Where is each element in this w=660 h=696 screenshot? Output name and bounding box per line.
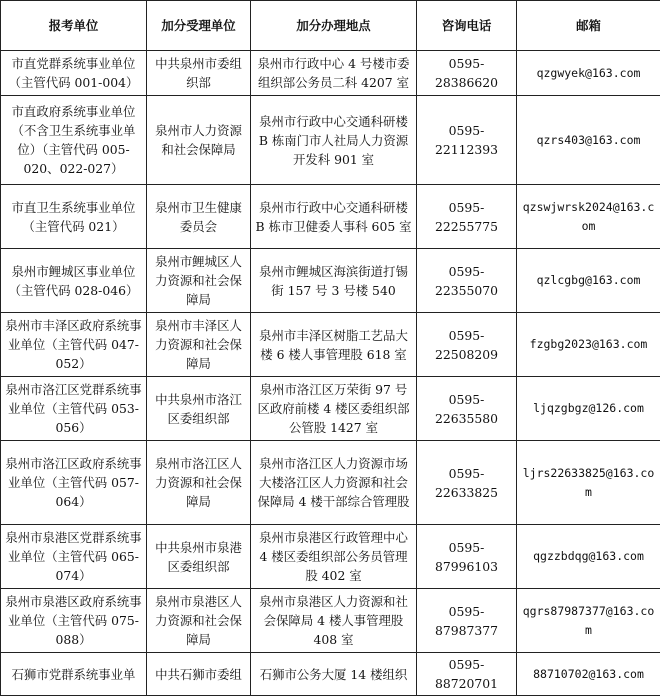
cell-email: qgrs87987377@163.com [517,589,660,653]
table-row [1,441,660,525]
cell-unit: 石狮市党群系统事业单 [1,653,147,696]
cell-office: 泉州市鲤城区人力资源和社会保障局 [147,249,251,313]
cell-address: 石狮市公务大厦 14 楼组织 [251,653,417,696]
cell-office: 中共石狮市委组 [147,653,251,696]
cell-address: 泉州市行政中心 4 号楼市委组织部公务员二科 4207 室 [251,51,417,96]
cell-phone: 0595-88720701 [417,653,517,696]
header-phone: 咨询电话 [417,1,517,51]
cell-email: ljqzgbgz@126.com [517,377,660,441]
table-row [1,51,660,96]
table-row [1,653,660,696]
cell-phone: 0595-22355070 [417,249,517,313]
cell-office: 泉州市洛江区人力资源和社会保障局 [147,441,251,525]
cell-office: 泉州市卫生健康委员会 [147,185,251,249]
cell-unit: 市直卫生系统事业单位（主管代码 021） [1,185,147,249]
cell-office: 泉州市丰泽区人力资源和社会保障局 [147,313,251,377]
table-row [1,313,660,377]
cell-phone: 0595-22508209 [417,313,517,377]
cell-address: 泉州市行政中心交通科研楼 B 栋市卫健委人事科 605 室 [251,185,417,249]
cell-office: 泉州市泉港区人力资源和社会保障局 [147,589,251,653]
cell-email: qzlcgbg@163.com [517,249,660,313]
cell-address: 泉州市行政中心交通科研楼 B 栋南门市人社局人力资源开发科 901 室 [251,96,417,185]
cell-office: 中共泉州市委组织部 [147,51,251,96]
cell-unit: 市直党群系统事业单位（主管代码 001-004） [1,51,147,96]
cell-email: 88710702@163.com [517,653,660,696]
cell-unit: 泉州市泉港区党群系统事业单位（主管代码 065-074） [1,525,147,589]
cell-address: 泉州市泉港区行政管理中心 4 楼区委组织部公务员管理股 402 室 [251,525,417,589]
header-unit: 报考单位 [1,1,147,51]
table-header-row [1,1,660,51]
table-row [1,185,660,249]
cell-email: qzrs403@163.com [517,96,660,185]
cell-unit: 泉州市丰泽区政府系统事业单位（主管代码 047-052） [1,313,147,377]
cell-unit: 泉州市洛江区政府系统事业单位（主管代码 057-064） [1,441,147,525]
table-row [1,249,660,313]
cell-email: qzswjwrsk2024@163.com [517,185,660,249]
cell-phone: 0595-28386620 [417,51,517,96]
table-row [1,377,660,441]
cell-unit: 泉州市洛江区党群系统事业单位（主管代码 053-056） [1,377,147,441]
cell-office: 中共泉州市泉港区委组织部 [147,525,251,589]
cell-phone: 0595-87987377 [417,589,517,653]
cell-office: 泉州市人力资源和社会保障局 [147,96,251,185]
header-office: 加分受理单位 [147,1,251,51]
table-row [1,525,660,589]
header-address: 加分办理地点 [251,1,417,51]
cell-address: 泉州市泉港区人力资源和社会保障局 4 楼人事管理股 408 室 [251,589,417,653]
header-email: 邮箱 [517,1,660,51]
cell-address: 泉州市鲤城区海滨街道打锡街 157 号 3 号楼 540 [251,249,417,313]
cell-unit: 泉州市鲤城区事业单位（主管代码 028-046） [1,249,147,313]
cell-unit: 泉州市泉港区政府系统事业单位（主管代码 075-088） [1,589,147,653]
cell-office: 中共泉州市洛江区委组织部 [147,377,251,441]
cell-email: qzgwyek@163.com [517,51,660,96]
cell-address: 泉州市丰泽区树脂工艺品大楼 6 楼人事管理股 618 室 [251,313,417,377]
cell-address: 泉州市洛江区人力资源市场大楼洛江区人力资源和社会保障局 4 楼干部综合管理股 [251,441,417,525]
table-row [1,96,660,185]
table-row [1,589,660,653]
cell-phone: 0595-22255775 [417,185,517,249]
cell-email: qgzzbdqg@163.com [517,525,660,589]
cell-email: ljrs22633825@163.com [517,441,660,525]
cell-phone: 0595-87996103 [417,525,517,589]
cell-phone: 0595-22633825 [417,441,517,525]
cell-phone: 0595-22635580 [417,377,517,441]
cell-unit: 市直政府系统事业单位（不含卫生系统事业单位）（主管代码 005-020、022-027） [1,96,147,185]
cell-phone: 0595-22112393 [417,96,517,185]
cell-email: fzgbg2023@163.com [517,313,660,377]
cell-address: 泉州市洛江区万荣街 97 号区政府前楼 4 楼区委组织部公管股 1427 室 [251,377,417,441]
